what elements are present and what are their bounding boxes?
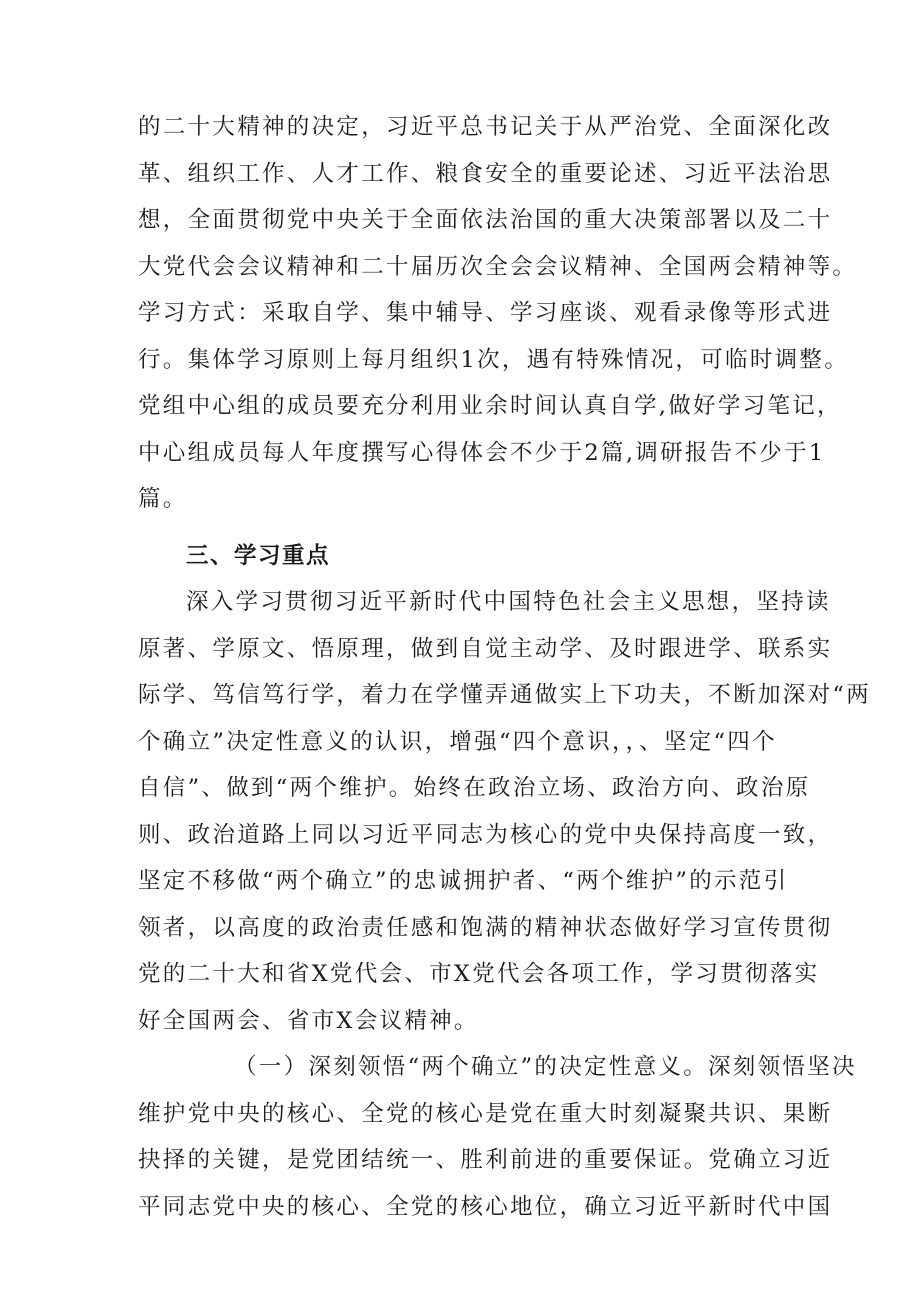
text-line: 领者，以高度的政治责任感和饱满的精神状态做好学习宣传贯彻	[138, 914, 833, 941]
text-line: 维护党中央的核心、全党的核心是党在重大时刻凝聚共识、果断	[138, 1100, 833, 1127]
text-line: 原著、学原文、悟原理，做到自觉主动学、及时跟进学、联系实	[138, 635, 833, 662]
text-line: 深入学习贯彻习近平新时代中国特色社会主义思想，坚持读	[186, 589, 831, 615]
text-line: 想，全面贯彻党中央关于全面依法治国的重大决策部署以及二十	[138, 207, 833, 233]
paragraph-subsection-one	[138, 1044, 857, 1230]
document-body	[138, 104, 872, 1230]
text-line: （一）深刻领悟“两个确立”的决定性意义。深刻领悟坚决	[234, 1054, 857, 1080]
text-line: 好全国两会、省市X会议精神。	[138, 1007, 479, 1034]
text-line: 抉择的关键，是党团结统一、胜利前进的重要保证。党确立习近	[138, 1147, 833, 1173]
text-line: 自信”、做到“两个维护。始终在政治立场、政治方向、政治原	[138, 775, 811, 801]
text-line: 个确立”决定性意义的认识，增强“四个意识，，、坚定“四个	[138, 728, 777, 755]
text-line: 的二十大精神的决定，习近平总书记关于从严治党、全面深化改	[138, 114, 833, 140]
text-line: 篇。	[138, 486, 188, 512]
section-heading: 三、学习重点	[186, 542, 331, 569]
text-line: 平同志党中央的核心、全党的核心地位，确立习近平新时代中国	[138, 1193, 833, 1220]
text-line: 行。集体学习原则上每月组织1次，遇有特殊情况，可临时调整。	[138, 346, 850, 373]
paragraph-study-focus	[138, 579, 872, 1044]
text-line: 学习方式：采取自学、集中辅导、学习座谈、观看录像等形式进	[138, 300, 833, 326]
section-heading-block	[138, 533, 798, 580]
text-line: 坚定不移做“两个确立”的忠诚拥护者、“两个维护”的示范引	[138, 868, 789, 894]
text-line: 大党代会会议精神和二十届历次全会会议精神、全国两会精神等。	[138, 253, 858, 280]
text-line: 则、政治道路上同以习近平同志为核心的党中央保持高度一致，	[138, 821, 833, 848]
text-line: 革、组织工作、人才工作、粮食安全的重要论述、习近平法治思	[138, 160, 833, 187]
text-line: 中心组成员每人年度撰写心得体会不少于2篇,调研报告不少于1	[138, 439, 826, 466]
paragraph-study-content	[138, 104, 858, 523]
text-line: 党组中心组的成员要充分利用业余时间认真自学,做好学习笔记，	[138, 393, 842, 419]
text-line: 际学、笃信笃行学，着力在学懂弄通做实上下功夫，不断加深对“两	[138, 682, 872, 708]
text-line: 党的二十大和省X党代会、市X党代会各项工作，学习贯彻落实	[138, 961, 820, 987]
